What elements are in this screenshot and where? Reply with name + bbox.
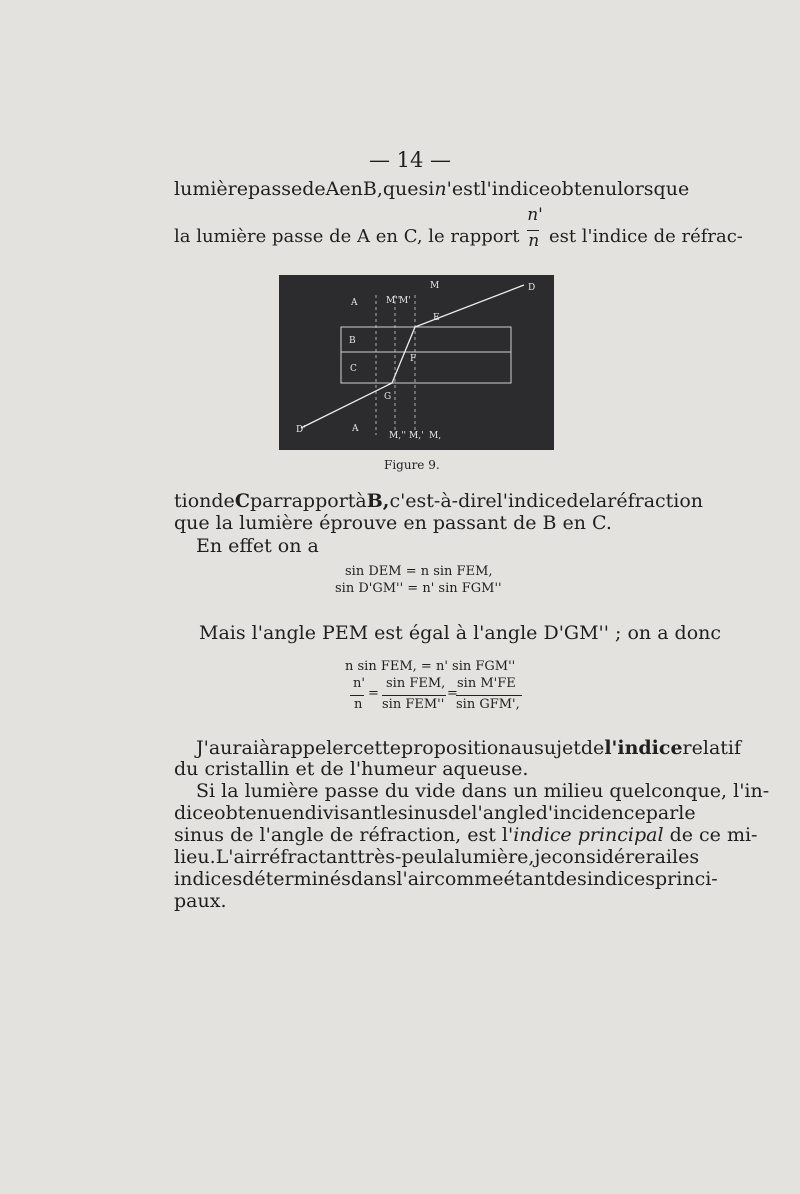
label-B: B xyxy=(349,336,356,346)
text-line-2: la lumière passe de A en C, le rapport $\frac{n'}{n}$ est l'indice de réfrac- xyxy=(174,205,743,251)
text-line-11: sinus de l'angle de réfraction, est l'indice principal de ce mi- xyxy=(174,824,758,846)
label-M-double-prime: M'' xyxy=(386,296,401,306)
label-D-prime: D' xyxy=(296,425,306,435)
label-D: D xyxy=(528,283,536,293)
text-line-4: que la lumière éprouve en passant de B en C. xyxy=(174,512,612,534)
text-line-7: J'aurai à rappeler cette proposition au sujet de l'indice relatif xyxy=(196,737,742,759)
label-M-sub-prime: M,' xyxy=(409,431,424,441)
text-line-12: lieu. L'air réfractant très-peu la lumière, je considérerai les xyxy=(174,846,700,868)
label-F: F xyxy=(410,354,417,364)
text-line-9: Si la lumière passe du vide dans un milieu quelconque, l'in- xyxy=(196,780,770,802)
label-M-prime: M' xyxy=(399,296,411,306)
page-number: — 14 — xyxy=(368,148,452,172)
figure-9-diagram xyxy=(279,275,554,450)
fraction-n-prime-over-n: $\frac{n'}{n}$ xyxy=(527,205,543,251)
text-line-13: indices déterminés dans l'air comme étant des indices princi- xyxy=(174,868,718,890)
label-A-top: A xyxy=(351,298,358,308)
text-line-8: du cristallin et de l'humeur aqueuse. xyxy=(174,758,529,780)
text-line-14: paux. xyxy=(174,890,227,912)
text-line-6: Mais l'angle PEM est égal à l'angle D'GM'' ; on a donc xyxy=(199,622,722,644)
label-M-sub: M, xyxy=(429,431,442,441)
text-line-10: dice obtenu en divisant le sinus de l'angle d'incidence par le xyxy=(174,802,696,824)
label-M: M xyxy=(430,281,440,291)
label-C: C xyxy=(350,364,357,374)
text-line-1: lumière passe de A en B, que si n' est l'indice obtenu lorsque xyxy=(174,178,690,200)
equation-3: n sin FEM, = n' sin FGM'' xyxy=(345,659,516,674)
equation-2: sin D'GM'' = n' sin FGM'' xyxy=(335,581,502,596)
figure-caption: Figure 9. xyxy=(384,458,440,472)
label-A-bottom: A xyxy=(352,424,359,434)
text-line-5: En effet on a xyxy=(196,535,319,557)
label-M-sub-double-prime: M,'' xyxy=(389,431,407,441)
text-line-3: tion de C par rapport à B, c'est-à-dire l'indice de la réfraction xyxy=(174,490,704,512)
label-E: E xyxy=(433,313,440,323)
equation-4: n' n = sin FEM, sin FEM'' = sin M'FE sin GFM', xyxy=(340,676,520,726)
label-G: G xyxy=(384,392,392,402)
refraction-diagram xyxy=(279,275,554,450)
equation-1: sin DEM = n sin FEM, xyxy=(345,564,493,579)
